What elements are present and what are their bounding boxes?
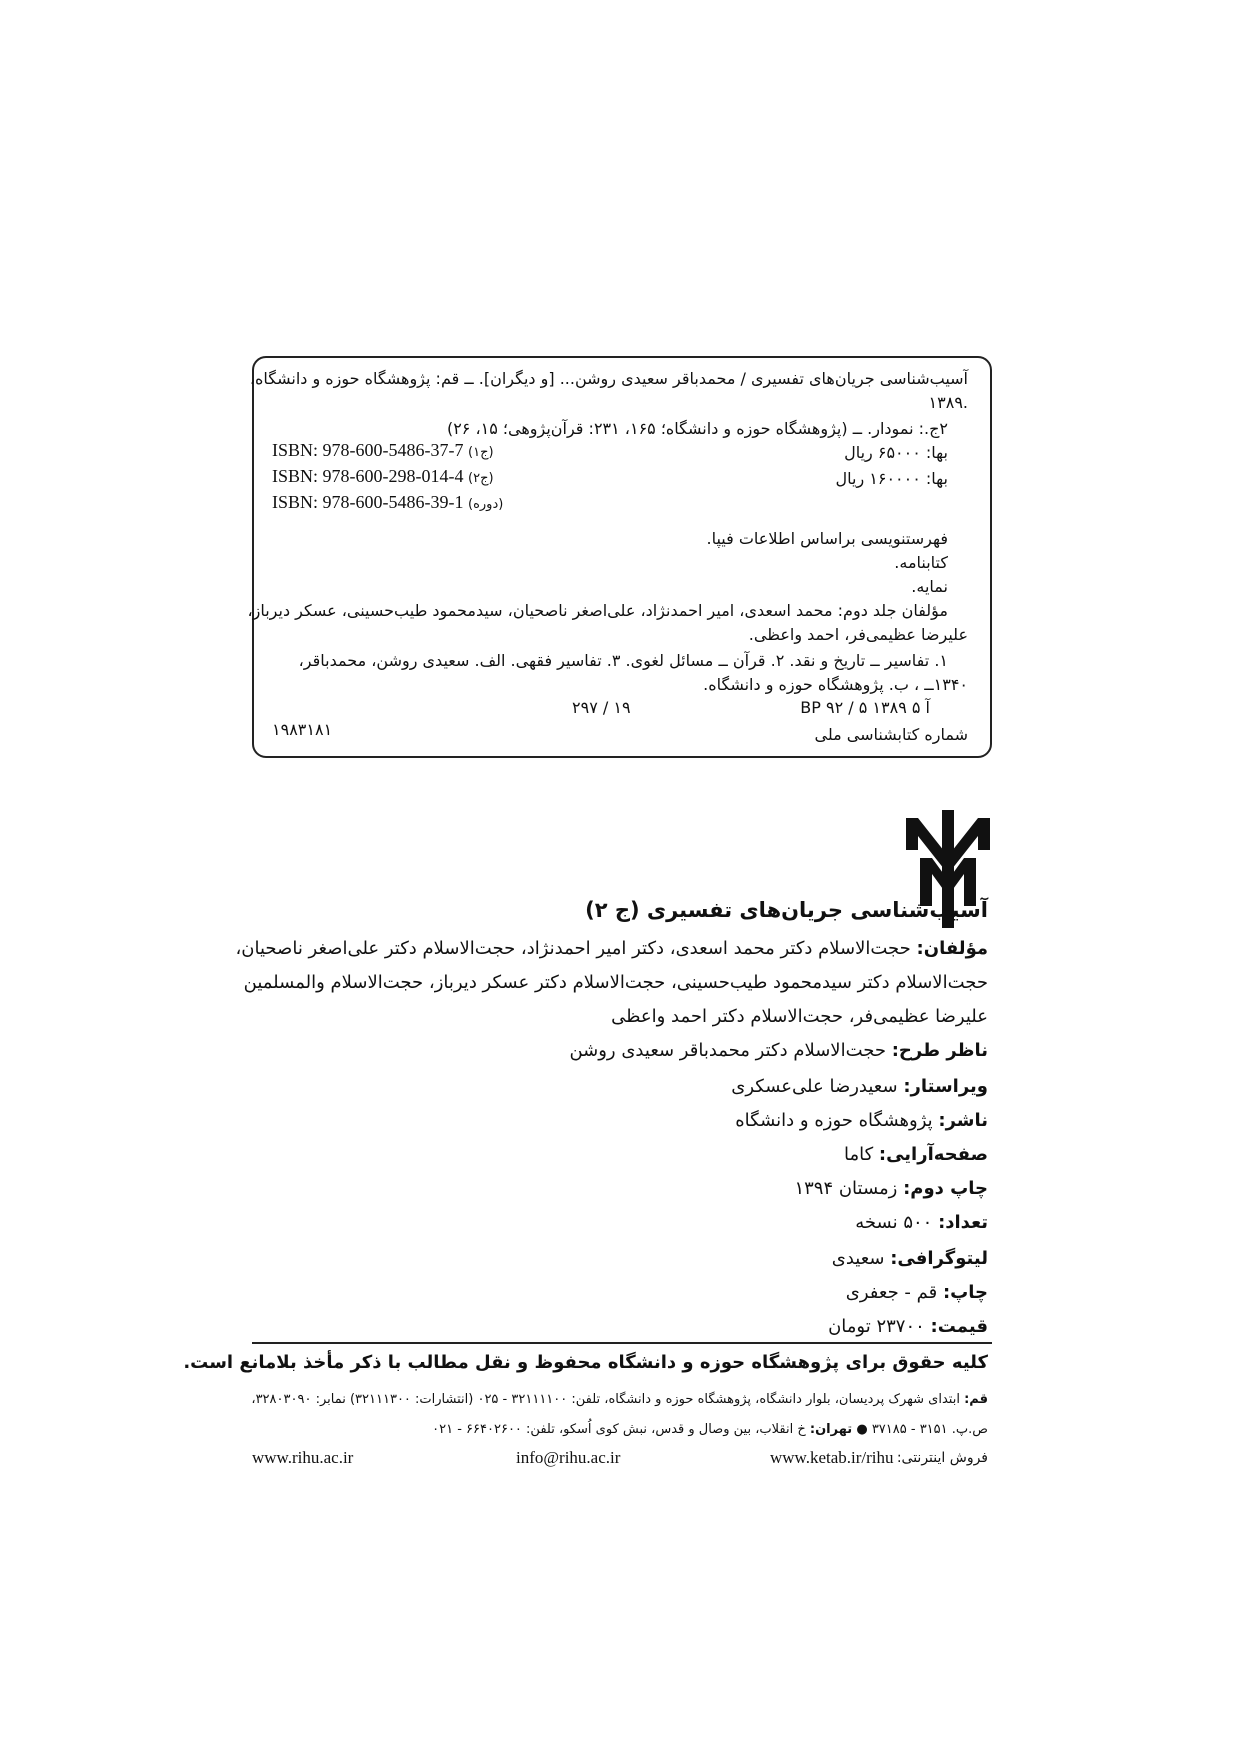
publisher-value: پژوهشگاه حوزه و دانشگاه xyxy=(735,1110,933,1131)
email-link[interactable]: info@rihu.ac.ir xyxy=(516,1448,621,1467)
supervisor-value: حجت‌الاسلام دکتر محمدباقر سعیدی روشن xyxy=(569,1040,886,1061)
isbn-vol2 xyxy=(272,466,494,487)
layout-label: صفحه‌آرایی: xyxy=(878,1144,988,1165)
isbn-vol1-tag: (ج۱) xyxy=(468,445,494,460)
qom-label: قم: xyxy=(964,1392,988,1407)
edition-value: زمستان ۱۳۹۴ xyxy=(794,1178,898,1199)
footer-divider xyxy=(252,1342,992,1344)
authors-row-3: علیرضا عظیمی‌فر، حجت‌الاسلام دکتر احمد واعظی xyxy=(611,1006,988,1027)
cip-price-1: بها: ۶۵۰۰۰ ریال xyxy=(844,443,948,462)
cip-subjects-line-1: ۱. تفاسیر ــ تاریخ و نقد. ۲. قرآن ــ مسائل لغوی. ۳. تفاسیر فقهی. الف. سعیدی روشن، محمدباقر، xyxy=(298,651,948,670)
publisher-row xyxy=(735,1110,988,1131)
isbn-vol1-number: ISBN: 978-600-5486-37-7 xyxy=(272,440,464,460)
cip-dewey-class: ۲۹۷ / ۱۹ xyxy=(572,698,631,717)
edition-row xyxy=(794,1178,988,1199)
isbn-set xyxy=(272,492,503,513)
cip-year-line: ۱۳۸۹. xyxy=(928,393,968,412)
layout-row xyxy=(844,1144,988,1165)
isbn-vol2-number: ISBN: 978-600-298-014-4 xyxy=(272,466,464,486)
tehran-address-text: خ انقلاب، بین وصال و قدس، نبش کوی اُسکو، تلفن: ۶۶۴۰۲۶۰۰ - ۰۲۱ xyxy=(432,1422,806,1437)
copyright-notice: کلیه حقوق برای پژوهشگاه حوزه و دانشگاه محفوظ و نقل مطالب با ذکر مأخذ بلامانع است. xyxy=(183,1352,988,1373)
cip-box xyxy=(247,356,992,758)
qom-address xyxy=(251,1392,988,1407)
cip-lc-class: BP ۹۲ / ۵ آ ۵ ۱۳۸۹ xyxy=(800,698,930,717)
copies-value: ۵۰۰ نسخه xyxy=(855,1212,933,1233)
authors-label: مؤلفان: xyxy=(916,938,988,959)
copies-label: تعداد: xyxy=(938,1212,988,1233)
cip-authors-line-2: علیرضا عظیمی‌فر، احمد واعظی. xyxy=(748,625,968,644)
website-link[interactable]: www.rihu.ac.ir xyxy=(252,1448,354,1467)
cip-national-label: شماره کتابشناسی ملی xyxy=(814,725,968,744)
book-title: آسیب‌شناسی جریان‌های تفسیری (ج ۲) xyxy=(585,898,988,922)
authors-value-1: حجت‌الاسلام دکتر محمد اسعدی، دکتر امیر احمدنژاد، حجت‌الاسلام دکتر علی‌اصغر ناصحیان، xyxy=(235,938,911,959)
cip-authors-line-1: مؤلفان جلد دوم: محمد اسعدی، امیر احمدنژاد، علی‌اصغر ناصحیان، سیدمحمود طیب‌حسینی، عسکر دیرباز، xyxy=(247,601,948,620)
copies-row xyxy=(855,1212,988,1233)
cip-index: نمایه. xyxy=(911,577,948,596)
tehran-label: تهران: xyxy=(809,1422,853,1437)
editor-label: ویراستار: xyxy=(903,1076,988,1097)
online-sales-label: فروش اینترنتی: xyxy=(896,1450,988,1466)
cip-fipa: فهرستنویسی براساس اطلاعات فیپا. xyxy=(706,529,948,548)
cip-series-line: ۲ج.: نمودار. ــ (پژوهشگاه حوزه و دانشگاه؛ ۱۶۵، ۲۳۱: قرآن‌پژوهی؛ ۱۵، ۲۶) xyxy=(446,419,948,438)
cip-bibliography: کتابنامه. xyxy=(894,553,948,572)
cip-subjects-line-2: ۱۳۴۰ــ ، ب. پژوهشگاه حوزه و دانشگاه. xyxy=(703,675,968,694)
isbn-set-number: ISBN: 978-600-5486-39-1 xyxy=(272,492,464,512)
isbn-vol2-tag: (ج۲) xyxy=(468,471,494,486)
price-label: قیمت: xyxy=(930,1316,988,1337)
online-sales-link[interactable]: www.ketab.ir/rihu xyxy=(770,1448,894,1467)
isbn-vol1 xyxy=(272,440,494,461)
price-value: ۲۳۷۰۰ تومان xyxy=(828,1316,925,1337)
print-row xyxy=(846,1282,988,1303)
qom-address-text: ابتدای شهرک پردیسان، بلوار دانشگاه، پژوهشگاه حوزه و دانشگاه، تلفن: ۳۲۱۱۱۱۰۰ - ۰۲۵ (انتشارات: ۳۲۱۱۱۳۰۰) نمابر: ۳۲۸۰۳۰۹۰، xyxy=(251,1392,960,1407)
editor-row xyxy=(731,1076,988,1097)
supervisor-row xyxy=(569,1040,988,1061)
editor-value: سعیدرضا علی‌عسکری xyxy=(731,1076,898,1097)
publisher-label: ناشر: xyxy=(938,1110,988,1131)
isbn-set-tag: (دوره) xyxy=(468,497,504,512)
cip-title-line: آسیب‌شناسی جریان‌های تفسیری / محمدباقر سعیدی روشن... [و دیگران]. ــ قم: پژوهشگاه حوزه و دانشگاه، xyxy=(249,369,968,388)
tehran-address xyxy=(432,1422,988,1437)
pobox-text: ص.پ. ۳۱۵۱ - ۳۷۱۸۵ ● xyxy=(856,1422,988,1437)
authors-row-2: حجت‌الاسلام دکتر سیدمحمود طیب‌حسینی، حجت‌الاسلام دکتر عسکر دیرباز، حجت‌الاسلام والمسلمین xyxy=(243,972,988,993)
cip-national-number: ۱۹۸۳۱۸۱ xyxy=(272,720,333,739)
litho-row xyxy=(832,1248,988,1269)
print-label: چاپ: xyxy=(942,1282,988,1303)
litho-value: سعیدی xyxy=(831,1248,885,1269)
supervisor-label: ناظر طرح: xyxy=(891,1040,988,1061)
edition-label: چاپ دوم: xyxy=(903,1178,988,1199)
litho-label: لیتوگرافی: xyxy=(890,1248,988,1269)
layout-value: کاما xyxy=(843,1144,874,1165)
price-row xyxy=(828,1316,988,1337)
print-value: قم - جعفری xyxy=(845,1282,938,1303)
cip-price-2: بها: ۱۶۰۰۰۰ ریال xyxy=(835,469,948,488)
authors-row-1 xyxy=(235,938,988,959)
